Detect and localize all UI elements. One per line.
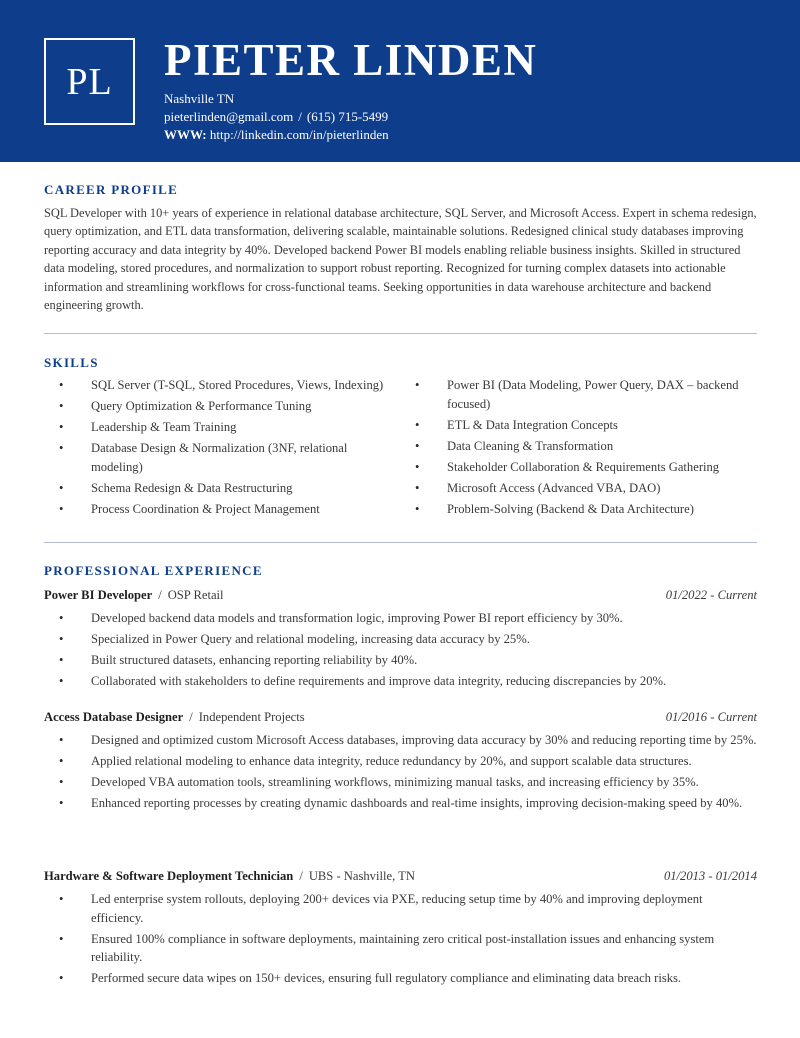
phone-number: (615) 715-5499: [306, 109, 389, 124]
section-divider: [44, 542, 757, 543]
skill-item: • Process Coordination & Project Management: [44, 500, 400, 519]
list-item: • Ensured 100% compliance in software deployments, maintaining zero critical post-installation issues and enhancing system reliability.: [44, 930, 757, 967]
list-item: • Designed and optimized custom Microsoft Access databases, improving data accuracy by 30% and reducing reporting time by 25%.: [44, 731, 757, 750]
job-bullets: [44, 890, 757, 990]
job-bullets: [44, 609, 757, 693]
list-item: • Enhanced reporting processes by creating dynamic dashboards and real-time insights, improving decision-making speed by 40%.: [44, 794, 757, 813]
section-divider: [44, 333, 757, 334]
list-item: • Collaborated with stakeholders to define requirements and improve data integrity, reducing discrepancies by 20%.: [44, 672, 757, 691]
list-item: • Led enterprise system rollouts, deploying 200+ devices via PXE, reducing setup time by 40% and improving deployment efficiency.: [44, 890, 757, 927]
job-title: Access Database Designer: [44, 710, 184, 724]
job-header: [44, 709, 757, 725]
candidate-name: PIETER LINDEN: [164, 35, 538, 85]
skill-item: • Data Cleaning & Transformation: [400, 437, 757, 456]
email-link[interactable]: pieterlinden@gmail.com: [164, 109, 294, 124]
job-dates: 01/2013 - 01/2014: [663, 869, 757, 883]
skills-list-left: [44, 376, 400, 521]
job-company: OSP Retail: [167, 588, 224, 602]
skill-item: • Stakeholder Collaboration & Requirements Gathering: [400, 458, 757, 477]
skill-item: • ETL & Data Integration Concepts: [400, 416, 757, 435]
skill-item: • Schema Redesign & Data Restructuring: [44, 479, 400, 498]
job-separator: /: [299, 869, 303, 883]
career-profile-heading: CAREER PROFILE: [44, 182, 179, 197]
location: Nashville TN: [164, 91, 235, 106]
email-phone-line: [164, 108, 389, 126]
monogram-badge: PL: [44, 38, 135, 125]
skill-item: • Power BI (Data Modeling, Power Query, DAX – backend focused): [400, 376, 757, 413]
list-item: • Built structured datasets, enhancing reporting reliability by 40%.: [44, 651, 757, 670]
website-line: [164, 126, 389, 144]
job-header: [44, 868, 757, 884]
website-label: WWW:: [164, 127, 207, 142]
skills-heading: SKILLS: [44, 355, 99, 370]
job-company: UBS - Nashville, TN: [308, 869, 415, 883]
skill-item: • Problem-Solving (Backend & Data Architecture): [400, 500, 757, 519]
job-title: Hardware & Software Deployment Technician: [44, 869, 294, 883]
job-dates: 01/2016 - Current: [665, 710, 757, 724]
career-profile-text: SQL Developer with 10+ years of experience in relational database architecture, SQL Server, and Microsoft Access. Expert in schema redesign, query optimization, and ETL data transformation, delivering scalable, maintainable solutions. Redesigned clinical study databases improving reporting accuracy and data integrity by 40%. Developed backend Power BI models enabling reliable business insights. Skilled in structured data modeling, stored procedures, and normalization to support robust reporting. Recognized for turning complex datasets into actionable information and streamlining workflows for cross-functional teams. Seeking opportunities in data warehouse architecture and backend engineering growth.: [44, 206, 757, 313]
list-item: • Developed VBA automation tools, streamlining workflows, minimizing manual tasks, and increasing efficiency by 35%.: [44, 773, 757, 792]
list-item: • Applied relational modeling to enhance data integrity, reduce redundancy by 20%, and support scalable data structures.: [44, 752, 757, 771]
experience-heading: PROFESSIONAL EXPERIENCE: [44, 563, 263, 578]
skill-item: • Database Design & Normalization (3NF, relational modeling): [44, 439, 400, 476]
job-separator: /: [189, 710, 193, 724]
job-dates: 01/2022 - Current: [665, 588, 757, 602]
contact-block: [164, 90, 389, 144]
resume-header: [0, 0, 800, 162]
skill-item: • Microsoft Access (Advanced VBA, DAO): [400, 479, 757, 498]
job-bullets: [44, 731, 757, 815]
contact-separator: /: [298, 109, 302, 124]
job-company: Independent Projects: [198, 710, 305, 724]
list-item: • Performed secure data wipes on 150+ devices, ensuring full regulatory compliance and eliminating data breach risks.: [44, 969, 757, 988]
skills-list-right: [400, 376, 757, 521]
skill-item: • Query Optimization & Performance Tuning: [44, 397, 400, 416]
website-link[interactable]: http://linkedin.com/in/pieterlinden: [209, 127, 389, 142]
skill-item: • SQL Server (T-SQL, Stored Procedures, Views, Indexing): [44, 376, 400, 395]
job-separator: /: [158, 588, 162, 602]
list-item: • Developed backend data models and transformation logic, improving Power BI report efficiency by 30%.: [44, 609, 757, 628]
job-title: Power BI Developer: [44, 588, 153, 602]
job-header: [44, 587, 757, 603]
skill-item: • Leadership & Team Training: [44, 418, 400, 437]
list-item: • Specialized in Power Query and relational modeling, increasing data accuracy by 25%.: [44, 630, 757, 649]
